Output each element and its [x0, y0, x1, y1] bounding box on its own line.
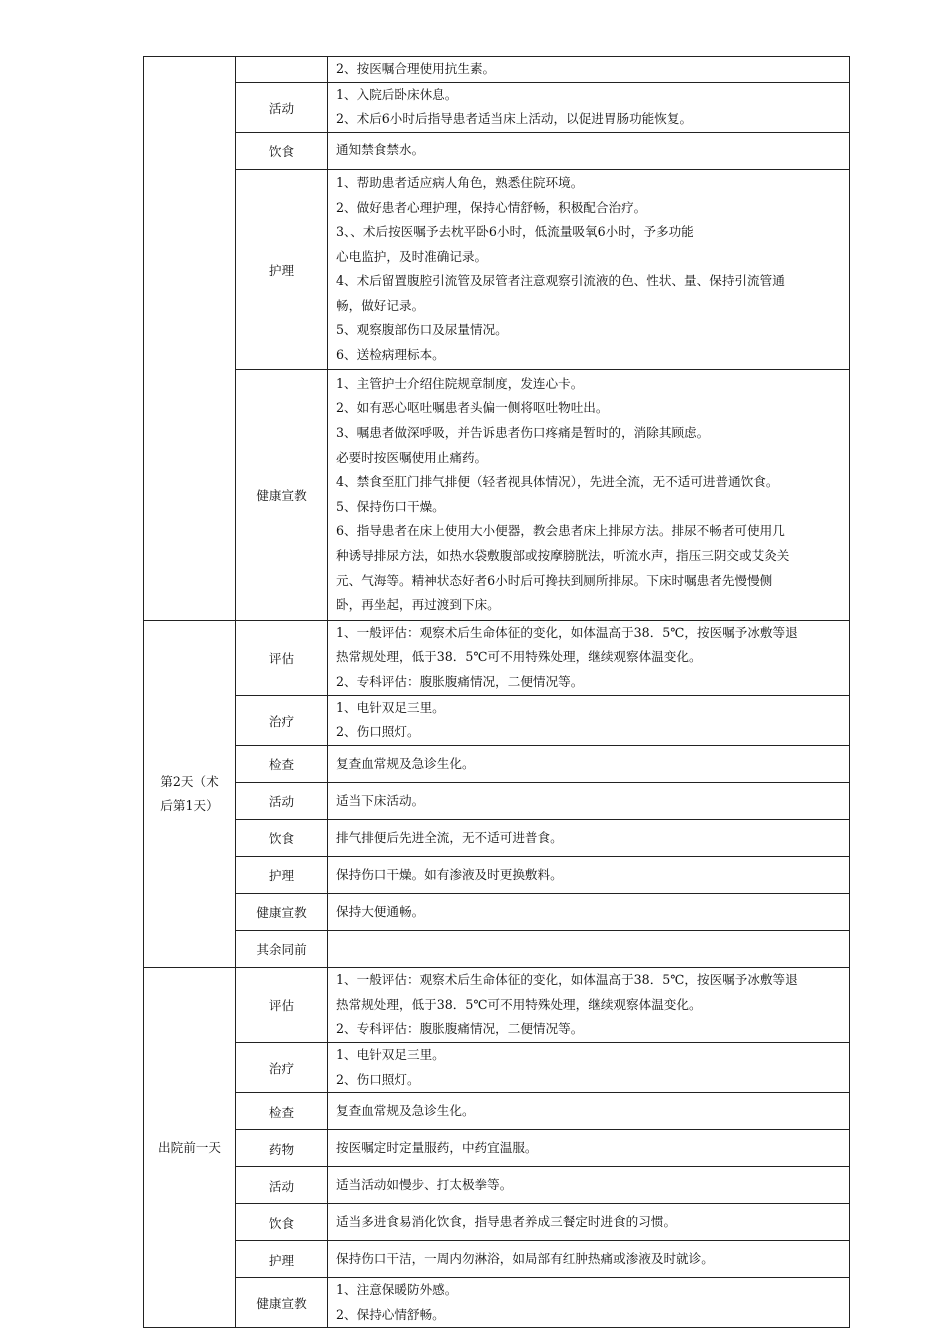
content-line: 2、做好患者心理护理，保持心情舒畅，积极配合治疗。 — [336, 199, 647, 215]
content-line: 必要时按医嘱使用止痛药。 — [336, 449, 488, 465]
content-line: 元、气海等。精神状态好者6小时后可搀扶到厕所排尿。下床时嘱患者先慢慢侧 — [336, 572, 773, 588]
table-row — [144, 1241, 850, 1278]
content-line: 通知禁食禁水。 — [336, 142, 425, 158]
category-cell: 健康宣教 — [236, 893, 328, 930]
content-line: 2、专科评估：腹胀腹痛情况，二便情况等。 — [336, 674, 584, 690]
content-line: 心电监护，及时准确记录。 — [336, 248, 488, 264]
day-cell — [144, 57, 236, 621]
category-cell: 健康宣教 — [236, 369, 328, 620]
category-cell: 活动 — [236, 82, 328, 132]
content-line: 2、按医嘱合理使用抗生素。 — [336, 61, 496, 76]
content-cell — [328, 1130, 850, 1167]
category-cell: 检查 — [236, 745, 328, 782]
content-line: 热常规处理，低于38．5℃可不用特殊处理，继续观察体温变化。 — [336, 649, 702, 665]
content-line: 3、嘱患者做深呼吸，并告诉患者伤口疼痛是暂时的，消除其顾虑。 — [336, 425, 710, 440]
table-row — [144, 930, 850, 967]
content-cell — [328, 620, 850, 695]
table-row — [144, 893, 850, 930]
table-row — [144, 1130, 850, 1167]
category-cell: 评估 — [236, 967, 328, 1042]
content-cell — [328, 893, 850, 930]
content-cell — [328, 1204, 850, 1241]
category-cell: 活动 — [236, 782, 328, 819]
content-line: 卧，再坐起，再过渡到下床。 — [336, 597, 500, 613]
table-row — [144, 82, 850, 132]
category-cell: 药物 — [236, 1130, 328, 1167]
content-line: 1、主管护士介绍住院规章制度，发连心卡。 — [336, 375, 584, 391]
table-row — [144, 620, 850, 695]
content-line: 保持大便通畅。 — [336, 903, 425, 919]
table-row — [144, 856, 850, 893]
content-line: 复查血常规及急诊生化。 — [336, 755, 475, 771]
content-line: 适当多进食易消化饮食，指导患者养成三餐定时进食的习惯。 — [336, 1213, 677, 1229]
category-cell: 护理 — [236, 1241, 328, 1278]
content-cell — [328, 1093, 850, 1130]
content-line: 4、术后留置腹腔引流管及尿管者注意观察引流液的色、性状、量、保持引流管通 — [336, 273, 785, 289]
category-cell: 饮食 — [236, 1204, 328, 1241]
content-cell — [328, 82, 850, 132]
day-label: 出院前一天 — [158, 1139, 221, 1155]
table-row — [144, 57, 850, 83]
category-cell: 活动 — [236, 1167, 328, 1204]
category-cell: 检查 — [236, 1093, 328, 1130]
content-line: 5、保持伤口干燥。 — [336, 498, 445, 514]
content-cell — [328, 745, 850, 782]
category-cell: 健康宣教 — [236, 1278, 328, 1328]
content-line: 排气排便后先进全流，无不适可进普食。 — [336, 829, 563, 845]
category-cell: 护理 — [236, 169, 328, 369]
content-line: 1、一般评估：观察术后生命体征的变化，如体温高于38．5℃，按医嘱予冰敷等退 — [336, 624, 798, 640]
content-cell — [328, 930, 850, 967]
content-line: 1、注意保暖防外感。 — [336, 1282, 458, 1298]
table-row — [144, 967, 850, 1042]
table-row — [144, 695, 850, 745]
content-cell — [328, 1278, 850, 1328]
day-cell — [144, 620, 236, 967]
content-cell — [328, 369, 850, 620]
content-line: 保持伤口干洁，一周内勿淋浴，如局部有红肿热痛或渗液及时就诊。 — [336, 1250, 714, 1266]
category-cell: 评估 — [236, 620, 328, 695]
content-line: 2、专科评估：腹胀腹痛情况，二便情况等。 — [336, 1021, 584, 1037]
category-cell: 治疗 — [236, 1042, 328, 1092]
content-cell — [328, 856, 850, 893]
content-line: 适当下床活动。 — [336, 792, 425, 808]
category-cell: 治疗 — [236, 695, 328, 745]
content-line: 保持伤口干燥。如有渗液及时更换敷料。 — [336, 866, 563, 882]
table-row — [144, 1042, 850, 1092]
content-cell — [328, 782, 850, 819]
table-row — [144, 1278, 850, 1328]
category-cell: 其余同前 — [236, 930, 328, 967]
content-line: 畅，做好记录。 — [336, 297, 425, 313]
content-line: 1、帮助患者适应病人角色，熟悉住院环境。 — [336, 174, 584, 190]
content-line: 种诱导排尿方法，如热水袋敷腹部或按摩膀胱法，听流水声，指压三阴交或艾灸关 — [336, 547, 790, 563]
content-line: 6、指导患者在床上使用大小便器，教会患者床上排尿方法。排尿不畅者可使用几 — [336, 523, 785, 539]
category-cell: 护理 — [236, 856, 328, 893]
content-line: 1、入院后卧床休息。 — [336, 86, 458, 102]
content-line: 适当活动如慢步、打太极拳等。 — [336, 1176, 513, 1192]
table-row — [144, 1167, 850, 1204]
nursing-pathway-table — [143, 56, 850, 1328]
day-cell — [144, 967, 236, 1327]
content-line: 2、保持心情舒畅。 — [336, 1306, 445, 1322]
content-line: 热常规处理，低于38．5℃可不用特殊处理，继续观察体温变化。 — [336, 996, 702, 1012]
content-line: 3、、术后按医嘱予去枕平卧6小时，低流量吸氧6小时，予多功能 — [336, 224, 694, 240]
content-line: 2、如有恶心呕吐嘱患者头偏一侧将呕吐物吐出。 — [336, 400, 609, 416]
content-line: 1、一般评估：观察术后生命体征的变化，如体温高于38．5℃，按医嘱予冰敷等退 — [336, 972, 798, 988]
content-cell — [328, 967, 850, 1042]
content-line: 按医嘱定时定量服药，中药宜温服。 — [336, 1139, 538, 1155]
content-line: 4、禁食至肛门排气排便（轻者视具体情况），先进全流，无不适可进普通饮食。 — [336, 474, 779, 490]
content-line: 5、观察腹部伤口及尿量情况。 — [336, 322, 508, 338]
category-cell: 饮食 — [236, 819, 328, 856]
content-line: 1、电针双足三里。 — [336, 1046, 445, 1062]
content-cell — [328, 1042, 850, 1092]
content-cell — [328, 695, 850, 745]
table-row — [144, 369, 850, 620]
table-row — [144, 1204, 850, 1241]
content-cell — [328, 819, 850, 856]
table-row — [144, 132, 850, 169]
category-cell — [236, 57, 328, 83]
table-row — [144, 782, 850, 819]
content-cell — [328, 57, 850, 83]
content-cell — [328, 169, 850, 369]
content-line: 2、术后6小时后指导患者适当床上活动，以促进胃肠功能恢复。 — [336, 111, 693, 127]
table-row — [144, 819, 850, 856]
content-line: 复查血常规及急诊生化。 — [336, 1102, 475, 1118]
content-line: 1、电针双足三里。 — [336, 699, 445, 715]
category-cell: 饮食 — [236, 132, 328, 169]
content-line: 6、送检病理标本。 — [336, 347, 445, 363]
table-row — [144, 169, 850, 369]
content-line: 2、伤口照灯。 — [336, 724, 420, 740]
content-cell — [328, 1241, 850, 1278]
table-row — [144, 745, 850, 782]
day-label: 第2天（术后第1天） — [160, 773, 219, 813]
content-line: 2、伤口照灯。 — [336, 1071, 420, 1087]
table-row — [144, 1093, 850, 1130]
content-cell — [328, 132, 850, 169]
content-cell — [328, 1167, 850, 1204]
